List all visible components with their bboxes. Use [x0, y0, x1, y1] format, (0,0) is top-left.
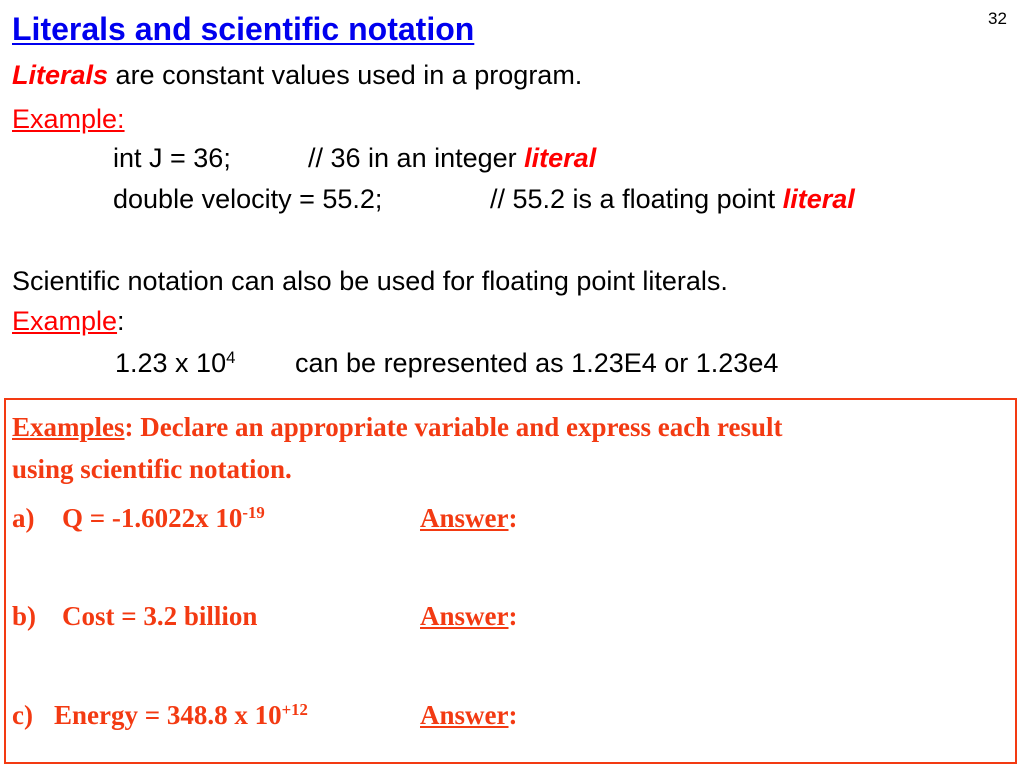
- exercise-heading-line2: using scientific notation.: [12, 454, 292, 484]
- sci-example-line: [115, 347, 779, 378]
- code-int-comment: // 36 in an integer literal: [308, 143, 597, 173]
- exercise-item-c: [12, 699, 518, 730]
- exercise-item-a: [12, 502, 518, 533]
- exercise-item-b: [12, 601, 518, 631]
- example-label-2: Example:: [12, 306, 125, 336]
- example-label-1: Example:: [12, 104, 125, 134]
- sci-example-rest: can be represented as 1.23E4 or 1.23e4: [295, 348, 779, 378]
- exercise-heading-label: Examples: [12, 412, 125, 442]
- code-double-comment: // 55.2 is a floating point literal: [490, 184, 855, 214]
- exercise-heading: Examples: Declare an appropriate variable and express each result: [12, 412, 783, 442]
- page-number: 32: [988, 9, 1007, 28]
- code-double: double velocity = 55.2;: [113, 184, 383, 214]
- item-marker: c): [12, 700, 33, 730]
- code-line-double: [113, 184, 855, 214]
- sci-notation-sentence: Scientific notation can also be used for floating point literals.: [12, 266, 728, 296]
- sci-example-base: 1.23 x 10: [115, 348, 227, 378]
- item-expression: Cost = 3.2 billion: [62, 601, 258, 631]
- code-int: int J = 36;: [113, 143, 231, 173]
- item-marker: b): [12, 601, 37, 631]
- literals-definition: [12, 62, 582, 89]
- sci-example-exponent: 4: [226, 347, 236, 367]
- answer-label: Answer:: [420, 700, 518, 730]
- literals-definition-text: are constant values used in a program.: [108, 60, 583, 90]
- item-expression: Energy = 348.8 x $10^{+12}$: [54, 699, 308, 730]
- answer-label: Answer:: [420, 503, 518, 533]
- code-line-int: [113, 143, 597, 173]
- item-marker: a): [12, 503, 35, 533]
- page-title: Literals and scientific notation: [12, 11, 475, 47]
- answer-label: Answer:: [420, 601, 518, 631]
- item-expression: Q = -1.6022x $10^{-19}$: [62, 502, 265, 533]
- literals-term: Literals: [12, 60, 109, 90]
